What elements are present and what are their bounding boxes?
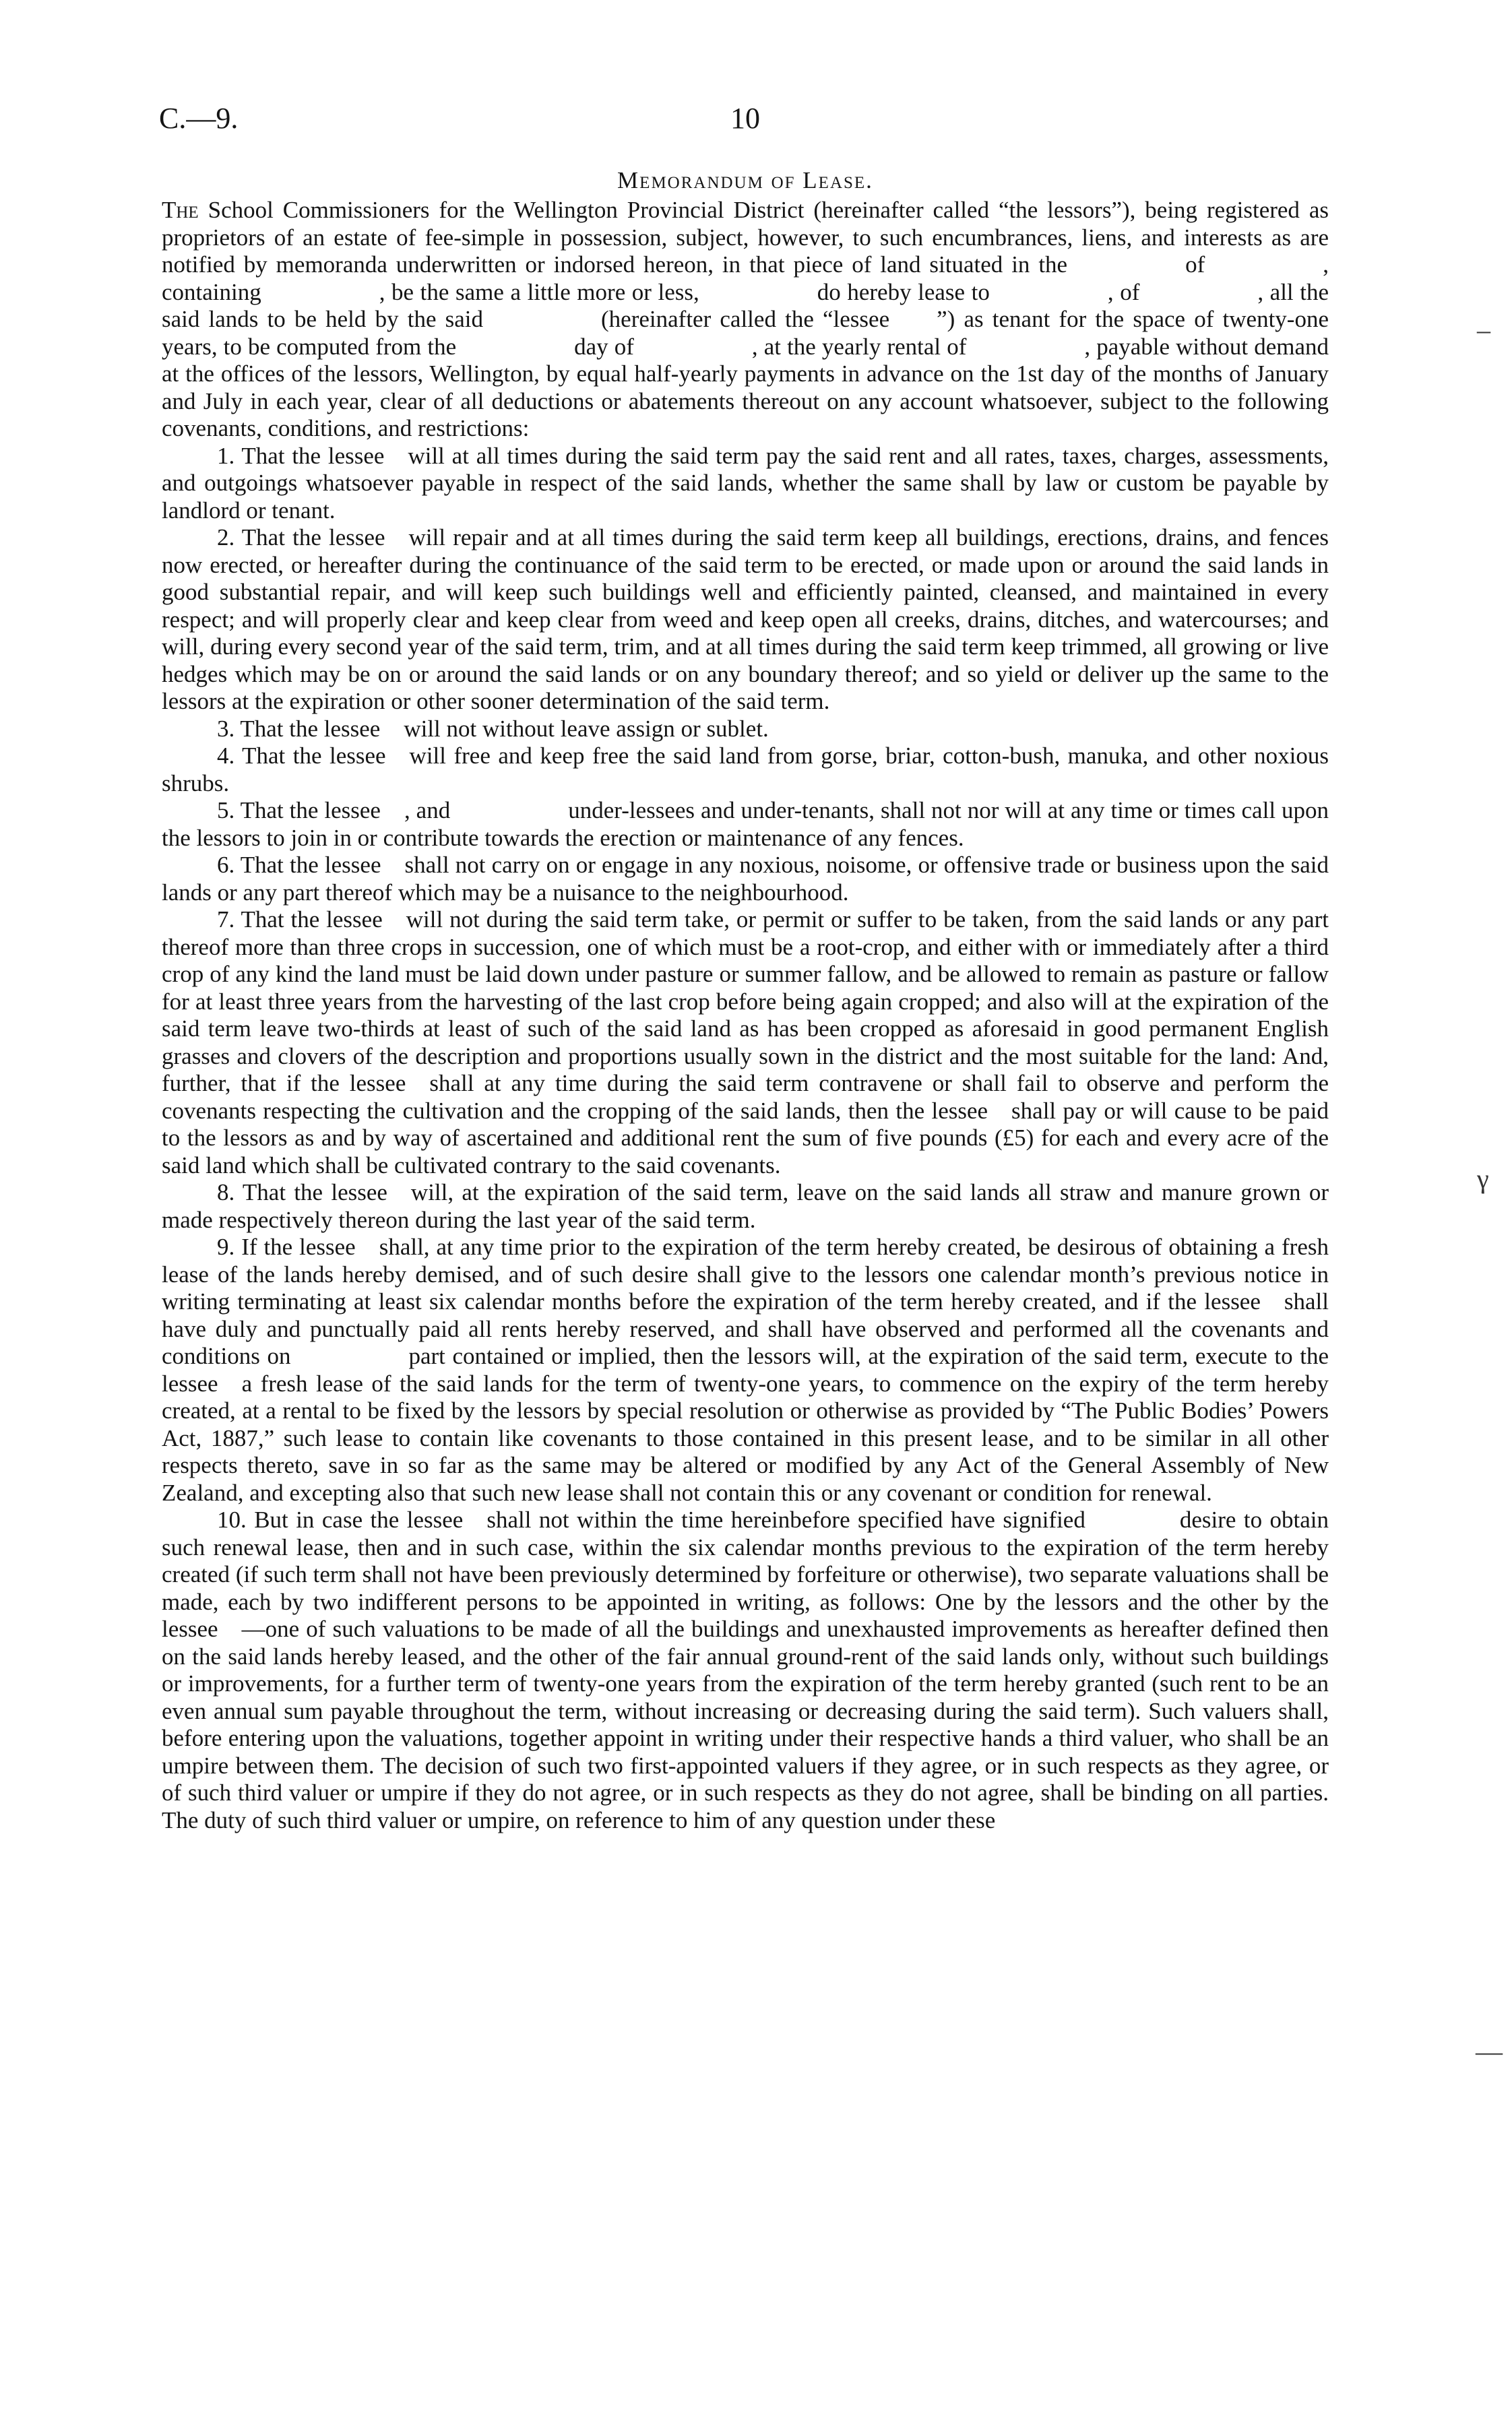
margin-scan-mark: – [1477,315,1490,345]
covenant-paragraph-6: 6. That the lessee shall not carry on or engage in any noxious, noisome, or offensive trade or business upon the said lands or any part thereof which may be a nuisance to the neighbourhood. [162,852,1329,906]
lease-body [162,197,1329,1834]
document-code: C.—9. [159,102,239,135]
covenant-paragraph-4: 4. That the lessee will free and keep free the said land from gorse, briar, cotton-bush, manuka, and other noxious shrubs. [162,743,1329,796]
intro-text: School Commissioners for the Wellington Provincial District (hereinafter called “the lessors”), being registered as proprietors of an estate of fee-simple in possession, subject, however, to such encumbrances, liens, and interests as are notified by memoranda underwritten or indorsed hereon, in that piece of land situated in the of , containing , be the same a little more or less, do hereby lease to , of , all the said lands to be held by the said (hereinafter called the “lessee ”) as tenant for the space of twenty-one years, to be computed from the day of , at the yearly rental of , payable without demand at the offices of the lessors, Wellington, by equal half-yearly payments in advance on the 1st day of the months of January and July in each year, clear of all deductions or abatements thereout on any account whatsoever, subject to the following covenants, conditions, and restrictions: [162,197,1329,441]
covenant-paragraph-2: 2. That the lessee will repair and at all times during the said term keep all buildings, erections, drains, and fences now erected, or hereafter during the continuance of the said term to be erected, or made upon or around the said lands in good substantial repair, and will keep such buildings well and efficiently painted, cleansed, and maintained in every respect; and will properly clear and keep clear from weed and keep open all creeks, drains, ditches, and watercourses; and will, during every second year of the said term, trim, and at all times during the said term keep trimmed, all growing or live hedges which may be on or around the said lands or on any boundary thereof; and so yield or deliver up the same to the lessors at the expiration or other sooner determination of the said term. [162,524,1329,714]
covenant-paragraph-5: 5. That the lessee , and under-lessees and under-tenants, shall not nor will at any time or times call upon the lessors to join in or contribute towards the erection or maintenance of any fences. [162,797,1329,851]
covenant-paragraph-1: 1. That the lessee will at all times during the said term pay the said rent and all rates, taxes, charges, assessments, and outgoings whatsoever payable in respect of the said lands, whether the same shall by law or custom be payable by landlord or tenant. [162,442,1329,524]
document-title: Memorandum of Lease. [617,167,873,193]
margin-scan-mark: γ [1477,1164,1489,1194]
page-header [159,101,1331,141]
covenant-paragraph-10: 10. But in case the lessee shall not within the time hereinbefore specified have signified desire to obtain such renewal lease, then and in such case, within the six calendar months previous to the expiration of the term hereby created (if such term shall not have been previously determined by forfeiture or otherwise), two separate valuations shall be made, each by two indifferent persons to be appointed in writing, as follows: One by the lessors and the other by the lessee —one of such valuations to be made of all the buildings and unexhausted improvements as hereafter defined then on the said lands hereby leased, and the other of the fair annual ground-rent of the said lands only, without such buildings or improvements, for a further term of twenty-one years from the expiration of the term hereby granted (such rent to be an even annual sum payable throughout the term, without increasing or decreasing during the said term). Such valuers shall, before entering upon the valuations, together appoint in writing under their respective hands a third valuer, who shall be an umpire between them. The decision of such two first-appointed valuers if they agree, or in such respects as they agree, or of such third valuer or umpire if they do not agree, or in such respects as they do not agree, shall be binding on all parties. The duty of such third valuer or umpire, on reference to him of any question under these [162,1507,1329,1833]
covenant-paragraph-3: 3. That the lessee will not without leave assign or sublet. [217,715,769,742]
covenant-paragraph-8: 8. That the lessee will, at the expiration of the said term, leave on the said lands all straw and manure grown or made respectively thereon during the last year of the said term. [162,1179,1329,1233]
intro-lead-word: The [162,197,199,223]
intro-paragraph [162,197,1329,443]
margin-scan-mark: — [1476,2036,1503,2067]
covenant-paragraph-7: 7. That the lessee will not during the said term take, or permit or suffer to be taken, from the said lands or any part thereof more than three crops in succession, one of which must be a root-crop, and either with or immediately after a third crop of any kind the land must be laid down under pasture or summer fallow, and be allowed to remain as pasture or fallow for at least three years from the harvesting of the last crop before being again cropped; and also will at the expiration of the said term leave two-thirds at least of such of the said land as has been cropped as aforesaid in good permanent English grasses and clovers of the description and proportions usually sown in the district and the most suitable for the land: And, further, that if the lessee shall at any time during the said term contravene or shall fail to observe and perform the covenants respecting the cultivation and the cropping of the said lands, then the lessee shall pay or will cause to be paid to the lessors as and by way of ascertained and additional rent the sum of five pounds (£5) for each and every acre of the said land which shall be cultivated contrary to the said covenants. [162,906,1329,1178]
covenant-paragraph-9: 9. If the lessee shall, at any time prior to the expiration of the term hereby created, be desirous of obtaining a fresh lease of the lands hereby demised, and of such desire shall give to the lessors one calendar month’s previous notice in writing terminating at least six calendar months before the expiration of the term hereby created, and if the lessee shall have duly and punctually paid all rents hereby reserved, and shall have observed and performed all the covenants and conditions on part contained or implied, then the lessors will, at the expiration of the said term, execute to the lessee a fresh lease of the said lands for the term of twenty-one years, to commence on the expiry of the term hereby created, at a rental to be fixed by the lessors by special resolution or otherwise as provided by “The Public Bodies’ Powers Act, 1887,” such lease to contain like covenants to those contained in this present lease, and to be similar in all other respects thereto, save in so far as the same may be altered or modified by any Act of the General Assembly of New Zealand, and excepting also that such new lease shall not contain this or any covenant or condition for renewal. [162,1234,1329,1506]
page-number: 10 [730,102,760,135]
